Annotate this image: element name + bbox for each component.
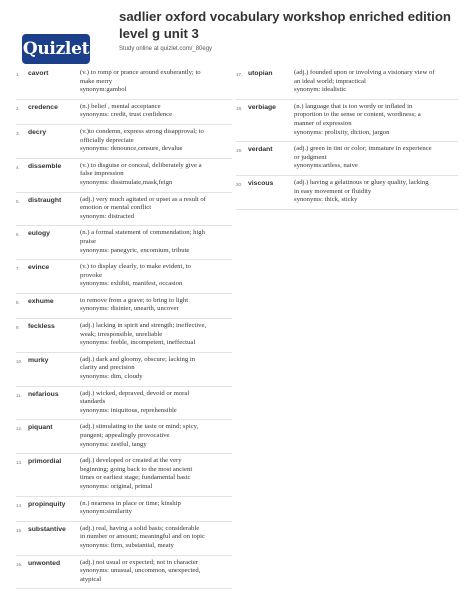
definition-line: weak; irresponsible, unreliable: [80, 330, 163, 338]
definition-line: (n.) language that is too wordy or inflated in: [294, 102, 413, 110]
entry-term: decry: [28, 128, 47, 136]
entry-definition: [294, 145, 458, 171]
definition-line: an ideal world; impractical: [294, 77, 366, 85]
entry-term: exhume: [28, 297, 54, 305]
entry-term: verdant: [248, 146, 273, 154]
vocab-entry: [16, 125, 232, 159]
entry-number: 12.: [16, 426, 23, 432]
definition-line: in easy movement or fluidity: [294, 187, 372, 195]
definition-line: synonyms: dissimulate,mask,feign: [80, 178, 173, 186]
vocab-entry: [236, 100, 458, 142]
definition-line: in number or amount; meaningful and on topic: [80, 533, 205, 541]
entry-number: 3.: [16, 130, 20, 136]
entry-term: cavort: [28, 70, 49, 77]
definition-line: synonyms: panegyric, encomium, tribute: [80, 246, 190, 254]
definition-line: (adj.) not usual or expected; not in character: [80, 558, 199, 566]
definition-line: false impression: [80, 170, 124, 178]
entry-number: 18.: [236, 105, 243, 111]
entry-number: 4.: [16, 164, 20, 170]
entry-number: 9.: [16, 325, 20, 331]
entry-term: propinquity: [28, 500, 66, 508]
entry-definition: [80, 525, 232, 551]
definition-line: (adj.) very much agitated or upset as a result of: [80, 195, 206, 203]
entry-number: 11.: [16, 392, 22, 398]
entry-term: distraught: [28, 196, 62, 204]
vocab-entry: [16, 497, 232, 522]
definition-line: synonyms: original, primal: [80, 482, 153, 490]
vocab-entry: [16, 260, 232, 294]
definition-line: synonym:similarity: [80, 508, 133, 516]
definition-line: proportion to the sense or content, wordiness; a: [294, 111, 421, 119]
definition-line: (adj.) stimulating to the taste or mind; spicy,: [80, 423, 199, 431]
entry-term: unwonted: [28, 559, 61, 567]
definition-line: synonyms:artless, naive: [294, 162, 358, 170]
definition-line: beginning; going back to the most ancient: [80, 465, 193, 473]
entry-number: 5.: [16, 198, 20, 204]
definition-line: synonyms: unusual, uncommon, unexpected,: [80, 567, 201, 575]
vocab-entry: [16, 319, 232, 353]
entry-definition: [80, 457, 232, 491]
definition-line: times or earliest stage; fundamental basic: [80, 474, 191, 482]
study-online-link[interactable]: Study online at quizlet.com/_80egy: [119, 46, 213, 52]
entry-definition: [80, 103, 232, 120]
right-column: [236, 66, 458, 210]
definition-line: (adj.) having a gelatinous or gluey quality, lacking: [294, 178, 429, 186]
vocab-entry: [16, 100, 232, 125]
definition-line: or judgment: [294, 153, 327, 161]
vocab-entry: [16, 522, 232, 556]
entry-definition: [80, 263, 232, 289]
quizlet-logo[interactable]: Quizlet: [22, 34, 90, 64]
entry-term: viscous: [248, 179, 274, 187]
definition-line: praise: [80, 237, 96, 245]
definition-line: synonyms: denounce,censure, devalue: [80, 145, 183, 153]
entry-definition: [80, 162, 232, 188]
vocab-entry: [16, 226, 232, 260]
vocab-entry: [236, 66, 458, 100]
entry-number: 8.: [16, 299, 20, 305]
vocab-entry: [16, 454, 232, 496]
definition-line: synonyms: feeble, incompetent, ineffectual: [80, 339, 196, 347]
definition-line: to remove from a grave; to bring to light: [80, 296, 189, 304]
vocab-entry: [16, 420, 232, 454]
definition-line: synonyms: prolixity, diction, jargon: [294, 128, 390, 136]
entry-number: 6.: [16, 232, 20, 238]
entry-term: primordial: [28, 458, 62, 466]
definition-line: emotion or mental conflict: [80, 204, 152, 212]
entry-term: nefarious: [28, 390, 59, 398]
entry-number: 2.: [16, 105, 20, 111]
definition-line: (n.) nearness in place or time; kinship: [80, 499, 181, 507]
entry-definition: [294, 69, 458, 95]
entry-definition: [80, 500, 232, 517]
definition-line: (adj.) developed or created at the very: [80, 457, 182, 465]
definition-line: (adj.) real, having a solid basis; considerable: [80, 524, 200, 532]
definition-line: pungent; appealingly provocative: [80, 432, 170, 439]
definition-line: synonyms: thick, sticky: [294, 196, 358, 204]
definition-line: synonyms: iniquitous, reprehensible: [80, 406, 177, 414]
entry-term: verbiage: [248, 103, 276, 111]
entry-number: 1.: [16, 72, 20, 77]
definition-line: synonyms: dim, cloudy: [80, 373, 143, 381]
definition-line: synonyms: firm, substantial, meaty: [80, 541, 174, 549]
entry-term: evince: [28, 264, 50, 272]
vocab-entry: [16, 159, 232, 193]
definition-line: (adj.) lacking in spirit and strength; ineffective,: [80, 322, 207, 330]
entry-definition: [80, 356, 232, 382]
definition-line: synonyms: zestful, tangy: [80, 440, 147, 448]
definition-line: (adj.) founded upon or involving a visionary view of: [294, 69, 435, 76]
definition-line: synonyms: disinter, unearth, uncover: [80, 305, 179, 313]
definition-line: clarity and precision: [80, 364, 135, 372]
entry-term: credence: [28, 103, 58, 111]
definition-line: make merry: [80, 77, 113, 85]
definition-line: (n.) belief , mental acceptance: [80, 102, 161, 110]
definition-line: standards: [80, 398, 106, 406]
vocab-entry: [16, 66, 232, 100]
entry-number: 14.: [16, 502, 23, 508]
definition-line: officially depreciate: [80, 136, 134, 144]
definition-line: (v.)to condemn, express strong disapproval; to: [80, 127, 204, 135]
definition-line: synonym: distracted: [80, 212, 135, 220]
definition-line: atypical: [80, 575, 102, 583]
definition-line: synonym: idealistic: [294, 86, 347, 94]
entry-term: substantive: [28, 525, 66, 533]
vocab-entry: [16, 556, 232, 590]
entry-number: 16.: [16, 561, 23, 567]
entry-definition: [80, 297, 232, 314]
entry-term: piquant: [28, 424, 53, 432]
vocab-entry: [16, 294, 232, 319]
definition-line: (adj.) dark and gloomy, obscure; lacking in: [80, 355, 196, 363]
definition-line: synonym:gambol: [80, 86, 127, 94]
definition-line: synonyms: exhibit, manifest, occasion: [80, 280, 183, 288]
entry-term: dissemble: [28, 162, 62, 170]
entry-definition: [80, 559, 232, 585]
entry-number: 15.: [16, 527, 23, 533]
entry-number: 7.: [16, 266, 20, 272]
definition-line: (v.) to romp or prance around exuberantly; to: [80, 69, 201, 76]
entry-definition: [294, 103, 458, 137]
entry-term: utopian: [248, 70, 273, 77]
entry-term: feckless: [28, 323, 55, 331]
entry-number: 17.: [236, 72, 243, 77]
entry-definition: [80, 423, 232, 449]
definition-line: (n.) a formal statement of commendation; high: [80, 229, 205, 237]
vocab-entry: [16, 387, 232, 421]
entry-definition: [294, 179, 458, 205]
definition-line: (adj.) wicked, depraved, devoid or moral: [80, 389, 190, 397]
definition-line: manner of expression: [294, 119, 352, 127]
entry-number: 20.: [236, 181, 243, 187]
entry-number: 19.: [236, 148, 243, 154]
definition-line: (adj.) green in tint or color; immature in experience: [294, 145, 432, 153]
entry-number: 10.: [16, 358, 23, 364]
entry-definition: [80, 390, 232, 416]
left-column: [16, 66, 232, 589]
definition-line: synonyms: credit, trust confidence: [80, 111, 173, 119]
entry-definition: [80, 229, 232, 255]
vocab-entry: [16, 193, 232, 227]
entry-definition: [80, 322, 232, 348]
definition-line: (v.) to disguise or conceal, deliberately give a: [80, 161, 202, 169]
entry-definition: [80, 196, 232, 222]
entry-number: 13.: [16, 460, 23, 466]
entry-term: eulogy: [28, 230, 50, 238]
entry-definition: [80, 69, 232, 95]
definition-line: (v.) to display clearly, to make evident, to: [80, 263, 191, 271]
entry-definition: [80, 128, 232, 154]
vocab-entry: [236, 176, 458, 210]
definition-line: provoke: [80, 271, 102, 279]
entry-term: murky: [28, 356, 49, 364]
vocab-entry: [16, 353, 232, 387]
page-title: sadlier oxford vocabulary workshop enriched edition level g unit 3: [119, 9, 451, 41]
vocab-entry: [236, 142, 458, 176]
